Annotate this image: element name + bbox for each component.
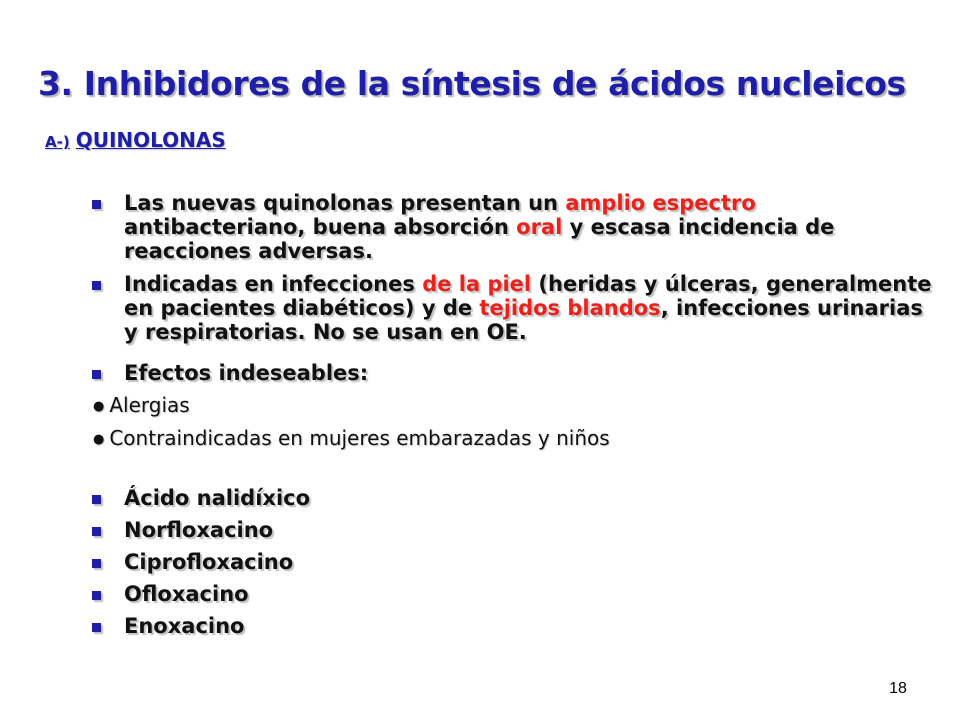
sub-item-allergies	[93, 393, 190, 421]
bullet-point-side-effects	[92, 361, 932, 385]
square-bullet-icon	[92, 559, 101, 568]
drug-name: Ácido nalidíxico	[124, 486, 311, 510]
highlight-text: amplio espectro	[565, 191, 756, 215]
drug-item	[92, 582, 932, 606]
drug-name: Norfloxacino	[124, 518, 274, 542]
bullet-text	[124, 272, 932, 344]
highlight-text: oral	[516, 215, 563, 239]
round-bullet-icon: ●	[93, 432, 105, 447]
drug-name: Ofloxacino	[124, 582, 249, 606]
page-number: 18	[889, 680, 907, 697]
bullet-text: Efectos indeseables:	[124, 361, 369, 385]
highlight-text: de la piel	[422, 272, 532, 296]
drug-item	[92, 550, 932, 574]
square-bullet-icon	[92, 623, 101, 632]
drug-item	[92, 614, 932, 638]
bullet-text	[124, 191, 932, 263]
text-run: (heridas y úlceras, generalmente en pacientes diabéticos) y de	[124, 272, 932, 320]
bullet-point-indications	[92, 272, 932, 344]
sub-item-text: Contraindicadas en mujeres embarazadas y niños	[109, 426, 610, 450]
slide-title: 3. Inhibidores de la síntesis de ácidos nucleicos	[38, 64, 906, 103]
text-run: y escasa incidencia de reacciones adversas.	[124, 215, 835, 263]
sub-item-contraindications	[93, 426, 610, 454]
square-bullet-icon	[92, 281, 101, 290]
square-bullet-icon	[92, 591, 101, 600]
text-run: Indicadas en infecciones	[124, 272, 423, 296]
square-bullet-icon	[92, 370, 101, 379]
text-run: Las nuevas quinolonas presentan un	[124, 191, 566, 215]
highlight-text: tejidos blandos	[479, 296, 661, 320]
text-run: antibacteriano, buena absorción	[124, 215, 517, 239]
drug-item	[92, 518, 932, 542]
drug-item	[92, 486, 932, 510]
subtitle-text: QUINOLONAS	[75, 128, 226, 152]
drug-name: Ciprofloxacino	[124, 550, 294, 574]
bullet-point-spectrum	[92, 191, 932, 263]
sub-item-text: Alergias	[109, 393, 190, 417]
drug-name: Enoxacino	[124, 614, 245, 638]
square-bullet-icon	[92, 495, 101, 504]
slide-subtitle	[45, 128, 226, 152]
text-run: , infecciones urinarias y respiratorias. No se usan en OE.	[124, 296, 923, 344]
subtitle-prefix: A-)	[45, 133, 70, 151]
square-bullet-icon	[92, 200, 101, 209]
round-bullet-icon: ●	[93, 399, 105, 414]
square-bullet-icon	[92, 527, 101, 536]
